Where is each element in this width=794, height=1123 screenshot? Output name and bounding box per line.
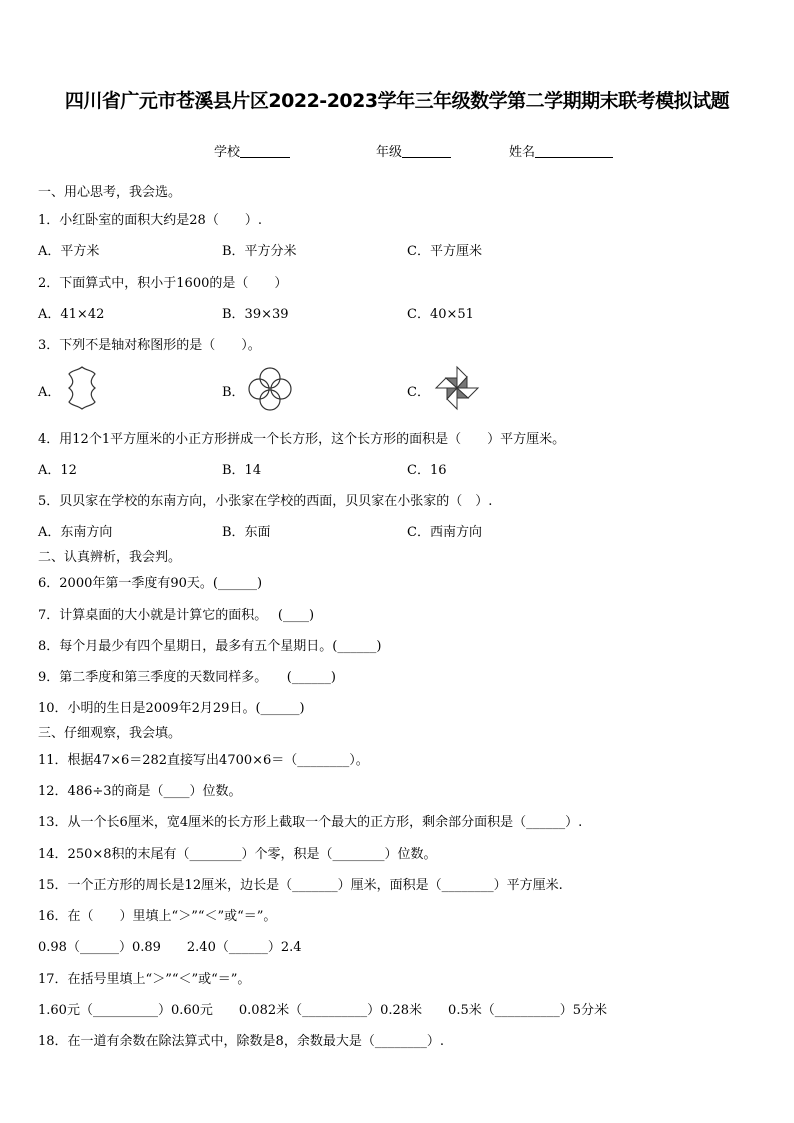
q4-option-c[interactable]: C．16 [407,463,447,478]
q5-option-a[interactable]: A．东南方向 [38,525,113,540]
q3-option-b[interactable]: B． [222,385,245,400]
q2-option-b[interactable]: B．39×39 [222,307,289,322]
q1-option-b[interactable]: B．平方分米 [222,244,297,259]
q5-option-b[interactable]: B．东面 [222,525,271,540]
page-title: 四川省广元市苍溪县片区2022-2023学年三年级数学第二学期期末联考模拟试题 [64,90,730,112]
q3-option-c[interactable]: C． [407,385,430,400]
four-circles-icon[interactable] [247,366,293,412]
question-12[interactable]: 12．486÷3的商是（____）位数。 [38,784,242,799]
q3-option-a[interactable]: A． [38,385,61,400]
school-label: 学校 [214,145,241,160]
grade-field[interactable] [376,141,451,160]
question-13[interactable]: 13．从一个长6厘米，宽4厘米的长方形上截取一个最大的正方形，剩余部分面积是（______）. [38,815,583,830]
question-15[interactable]: 15．一个正方形的周长是12厘米，边长是（_______）厘米，面积是（________）平方厘米. [38,878,563,893]
question-6[interactable]: 6．2000年第一季度有90天。(______) [38,576,263,591]
question-16-items[interactable]: 0.98（______）0.89 2.40（______）2.4 [38,940,302,955]
section-2-heading: 二、认真辨析，我会判。 [38,550,182,565]
question-7[interactable]: 7．计算桌面的大小就是计算它的面积。 (____) [38,608,315,623]
section-1-heading: 一、用心思考，我会选。 [38,185,182,200]
q2-option-a[interactable]: A．41×42 [38,307,105,322]
section-3-heading: 三、仔细观察，我会填。 [38,726,182,741]
name-label: 姓名 [509,145,536,160]
name-blank[interactable] [535,144,613,158]
q1-option-a[interactable]: A．平方米 [38,244,100,259]
question-3: 3．下列不是轴对称图形的是（ ）。 [38,338,261,353]
question-5: 5．贝贝家在学校的东南方向，小张家在学校的西面，贝贝家在小张家的（ ）. [38,494,493,509]
pinwheel-icon[interactable] [433,365,481,411]
q4-option-b[interactable]: B．14 [222,463,262,478]
question-17: 17．在括号里填上“＞”“＜”或“＝”。 [38,972,251,987]
grade-blank[interactable] [402,144,451,158]
question-8[interactable]: 8．每个月最少有四个星期日，最多有五个星期日。(______) [38,639,382,654]
grade-label: 年级 [376,145,403,160]
q5-option-c[interactable]: C．西南方向 [407,525,482,540]
q4-option-a[interactable]: A．12 [38,463,77,478]
school-field[interactable] [214,141,290,160]
question-14[interactable]: 14．250×8积的末尾有（________）个零，积是（________）位数。 [38,847,437,862]
question-2: 2．下面算式中，积小于1600的是（ ） [38,276,288,291]
question-1: 1．小红卧室的面积大约是28（ ）. [38,213,262,228]
q1-option-c[interactable]: C．平方厘米 [407,244,482,259]
question-17-items[interactable]: 1.60元（__________）0.60元 0.082米（__________）0.28米 0.5米（__________）5分米 [38,1003,607,1018]
question-4: 4．用12个1平方厘米的小正方形拼成一个长方形，这个长方形的面积是（ ）平方厘米。 [38,432,566,447]
question-18[interactable]: 18．在一道有余数在除法算式中，除数是8，余数最大是（________）. [38,1034,444,1049]
question-9[interactable]: 9．第二季度和第三季度的天数同样多。 (______) [38,670,336,685]
name-field[interactable] [509,141,613,160]
question-11[interactable]: 11．根据47×6＝282直接写出4700×6＝（________）。 [38,753,369,768]
school-blank[interactable] [240,144,290,158]
question-16: 16．在（ ）里填上“＞”“＜”或“＝”。 [38,909,277,924]
question-10[interactable]: 10．小明的生日是2009年2月29日。(______) [38,701,305,716]
curved-shape-icon[interactable] [64,365,100,411]
q2-option-c[interactable]: C．40×51 [407,307,474,322]
